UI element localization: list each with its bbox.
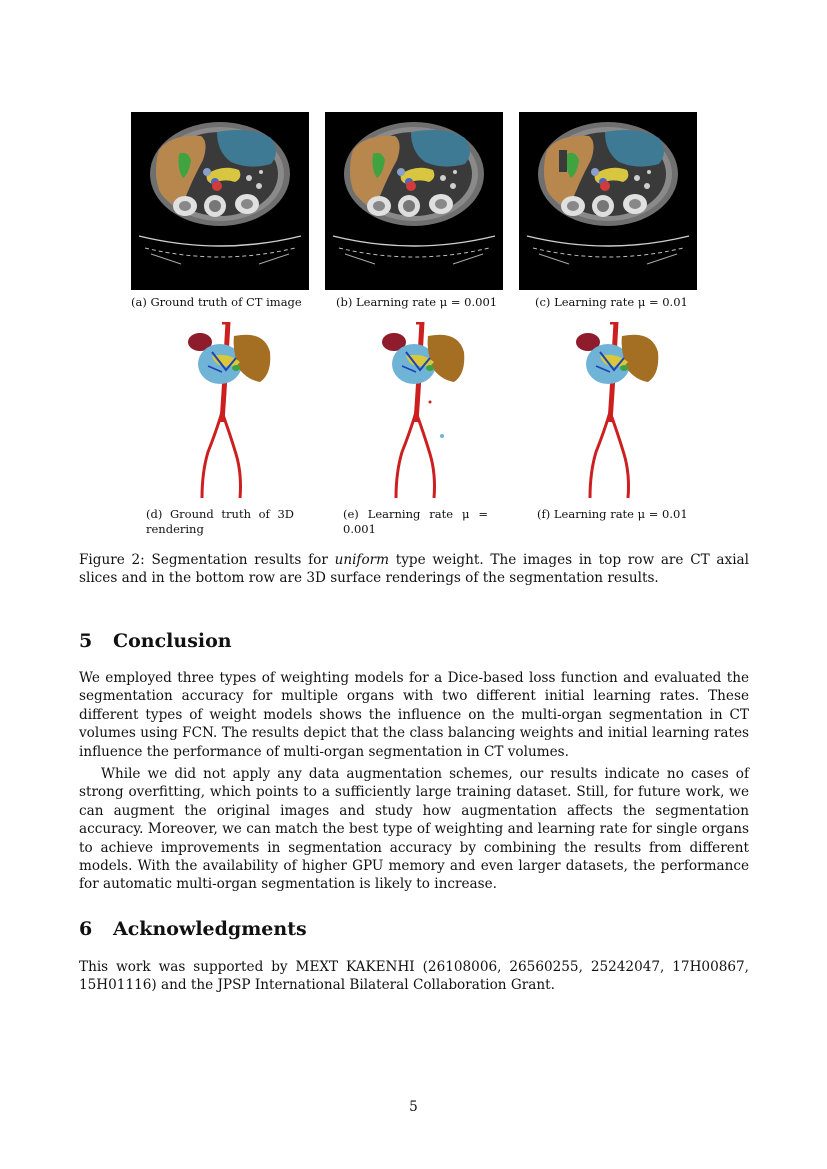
subfigure-f-image (566, 322, 666, 500)
subfigure-label: (c) (535, 295, 551, 309)
subfigure-a-caption (131, 295, 311, 310)
figure-caption-emphasis: uniform (334, 552, 390, 568)
subfigure-text: Learning rate μ = 0.001 (343, 507, 488, 536)
subfigure-e-caption (343, 507, 488, 537)
subfigure-a-image (131, 112, 309, 290)
subfigure-f-caption (537, 507, 712, 522)
subfigure-label: (b) (336, 295, 353, 309)
conclusion-paragraph-1: We employed three types of weighting models for a Dice-based loss function and evaluated the segmentation accuracy for multiple organs with two different initial learning rates. These different types of weight models shows the influence on the multi-organ segmentation in CT volumes using FCN. The results depict that the class balancing weights and initial learning rates influence the performance of multi-organ segmentation in CT volumes. (79, 670, 749, 760)
conclusion-paragraph-2: While we did not apply any data augmentation schemes, our results indicate no cases of strong overfitting, which points to a sufficiently large training dataset. Still, for future work, we can augment the original images and study how augmentation affects the segmentation accuracy. Moreover, we can match the best type of weighting and learning rate for single organs to achieve improvements in segmentation accuracy by combining the results from different models. With the availability of higher GPU memory and even larger datasets, the performance for automatic multi-organ segmentation is likely to increase. (79, 766, 749, 893)
page-number: 5 (409, 1099, 418, 1115)
subfigure-e-image (372, 322, 472, 500)
subfigure-label: (a) (131, 295, 147, 309)
subfigure-label: (f) (537, 507, 551, 521)
subfigure-c-image (519, 112, 697, 290)
subfigure-label: (d) (146, 507, 163, 521)
section-number: 6 (79, 918, 93, 940)
section-title: Conclusion (113, 630, 232, 652)
subfigure-text: Learning rate μ = 0.001 (356, 295, 498, 309)
subfigure-b-image (325, 112, 503, 290)
figure-caption-prefix: Figure 2: Segmentation results for (79, 552, 335, 568)
subfigure-text: Ground truth of CT image (150, 295, 302, 309)
section-number: 5 (79, 630, 93, 652)
subfigure-text: Learning rate μ = 0.01 (553, 507, 688, 521)
subfigure-text: Learning rate μ = 0.01 (554, 295, 688, 309)
figure-caption (79, 551, 749, 587)
section-title: Acknowledgments (113, 918, 307, 940)
subfigure-b-caption (336, 295, 511, 310)
subfigure-c-caption (535, 295, 710, 310)
subfigure-d-image (178, 322, 278, 500)
subfigure-d-caption (146, 507, 294, 537)
acknowledgments-paragraph: This work was supported by MEXT KAKENHI (26108006, 26560255, 25242047, 17H00867, 15H01116) and the JPSP International Bilateral Collaboration Grant. (79, 959, 749, 994)
section-heading-conclusion (79, 630, 232, 652)
figure-caption-rest: type weight. The images in top row are CT axial slices and in the bottom row are 3D surface renderings of the segmentation results. (79, 552, 749, 586)
subfigure-text: Ground truth of 3D rendering (146, 507, 294, 536)
section-heading-acknowledgments (79, 918, 307, 940)
subfigure-label: (e) (343, 507, 359, 521)
